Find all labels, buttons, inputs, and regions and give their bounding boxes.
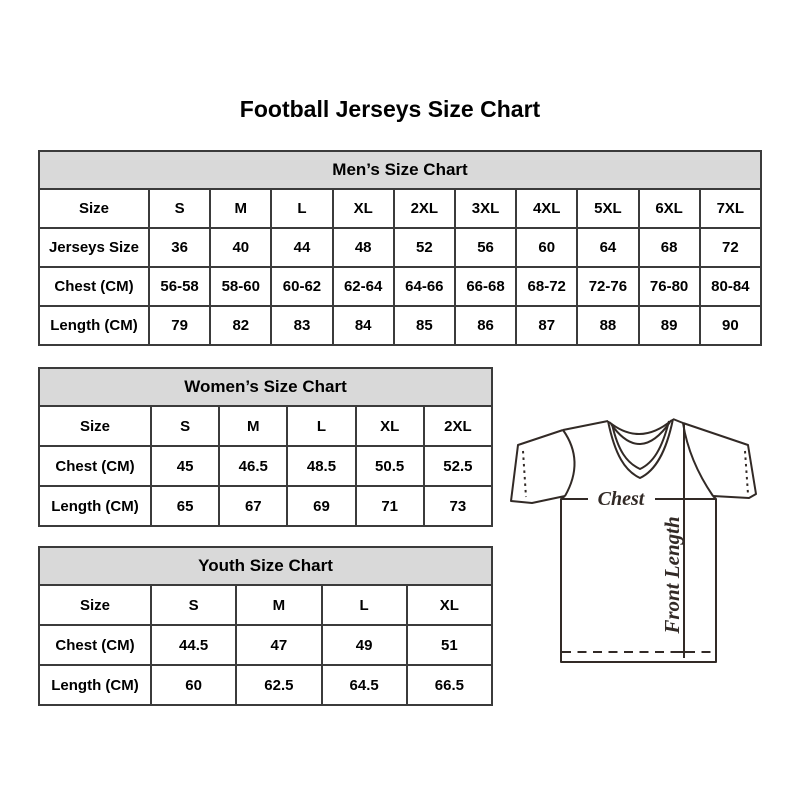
cell: 44.5 [151,625,236,665]
womens-size-chart-table [38,367,493,527]
cell: 56-58 [149,267,210,306]
youth-size-chart-table [38,546,493,706]
table-row [39,189,761,228]
row-label: Length (CM) [39,306,149,345]
cell: 71 [356,486,424,526]
row-label: Jerseys Size [39,228,149,267]
cell: 72 [700,228,761,267]
cell: 90 [700,306,761,345]
cell: 58-60 [210,267,271,306]
cell: 56 [455,228,516,267]
cell: 52.5 [424,446,492,486]
cell: 68-72 [516,267,577,306]
cell: L [322,585,407,625]
cell: 69 [287,486,355,526]
table-row [39,547,492,585]
cell: 83 [271,306,332,345]
cell: 88 [577,306,638,345]
cell: 5XL [577,189,638,228]
table-row [39,486,492,526]
cell: 60-62 [271,267,332,306]
cell: 6XL [639,189,700,228]
cell: 49 [322,625,407,665]
cell: 86 [455,306,516,345]
cell: 7XL [700,189,761,228]
cell: 40 [210,228,271,267]
cell: 46.5 [219,446,287,486]
cell: S [149,189,210,228]
mens-chart-title: Men’s Size Chart [39,151,761,189]
womens-chart-title: Women’s Size Chart [39,368,492,406]
table-row [39,585,492,625]
cell: 67 [219,486,287,526]
cell: 89 [639,306,700,345]
cell: 76-80 [639,267,700,306]
table-row [39,665,492,705]
cell: XL [356,406,424,446]
row-label: Size [39,189,149,228]
mens-size-chart-table [38,150,762,346]
cell: L [287,406,355,446]
cell: 84 [333,306,394,345]
cell: 85 [394,306,455,345]
cell: 66.5 [407,665,492,705]
cell: 87 [516,306,577,345]
cell: 3XL [455,189,516,228]
cell: 72-76 [577,267,638,306]
cell: 80-84 [700,267,761,306]
cell: M [219,406,287,446]
table-row [39,306,761,345]
row-label: Length (CM) [39,486,151,526]
cell: 68 [639,228,700,267]
cell: 82 [210,306,271,345]
row-label: Chest (CM) [39,446,151,486]
cell: 60 [151,665,236,705]
cell: 60 [516,228,577,267]
cell: XL [333,189,394,228]
cell: 64-66 [394,267,455,306]
cell: 48.5 [287,446,355,486]
jersey-measurement-diagram-icon [505,403,777,675]
row-label: Size [39,406,151,446]
cell: 62.5 [236,665,321,705]
cell: 50.5 [356,446,424,486]
chest-measure-label: Chest [597,488,645,510]
row-label: Chest (CM) [39,267,149,306]
cell: 64.5 [322,665,407,705]
cell: 4XL [516,189,577,228]
cell: 62-64 [333,267,394,306]
cell: L [271,189,332,228]
cell: 44 [271,228,332,267]
page-title: Football Jerseys Size Chart [239,96,541,122]
cell: 36 [149,228,210,267]
table-row [39,446,492,486]
cell: S [151,585,236,625]
table-row [39,368,492,406]
row-label: Chest (CM) [39,625,151,665]
cell: 2XL [424,406,492,446]
cell: 79 [149,306,210,345]
front-length-measure-label: Front Length [660,516,684,634]
table-row [39,625,492,665]
cell: 66-68 [455,267,516,306]
row-label: Length (CM) [39,665,151,705]
cell: 52 [394,228,455,267]
table-row [39,267,761,306]
cell: 45 [151,446,219,486]
table-row [39,151,761,189]
cell: S [151,406,219,446]
cell: 47 [236,625,321,665]
cell: 48 [333,228,394,267]
youth-chart-title: Youth Size Chart [39,547,492,585]
table-row [39,228,761,267]
cell: 64 [577,228,638,267]
cell: 2XL [394,189,455,228]
row-label: Size [39,585,151,625]
cell: 51 [407,625,492,665]
cell: 65 [151,486,219,526]
cell: XL [407,585,492,625]
table-row [39,406,492,446]
cell: 73 [424,486,492,526]
cell: M [236,585,321,625]
cell: M [210,189,271,228]
